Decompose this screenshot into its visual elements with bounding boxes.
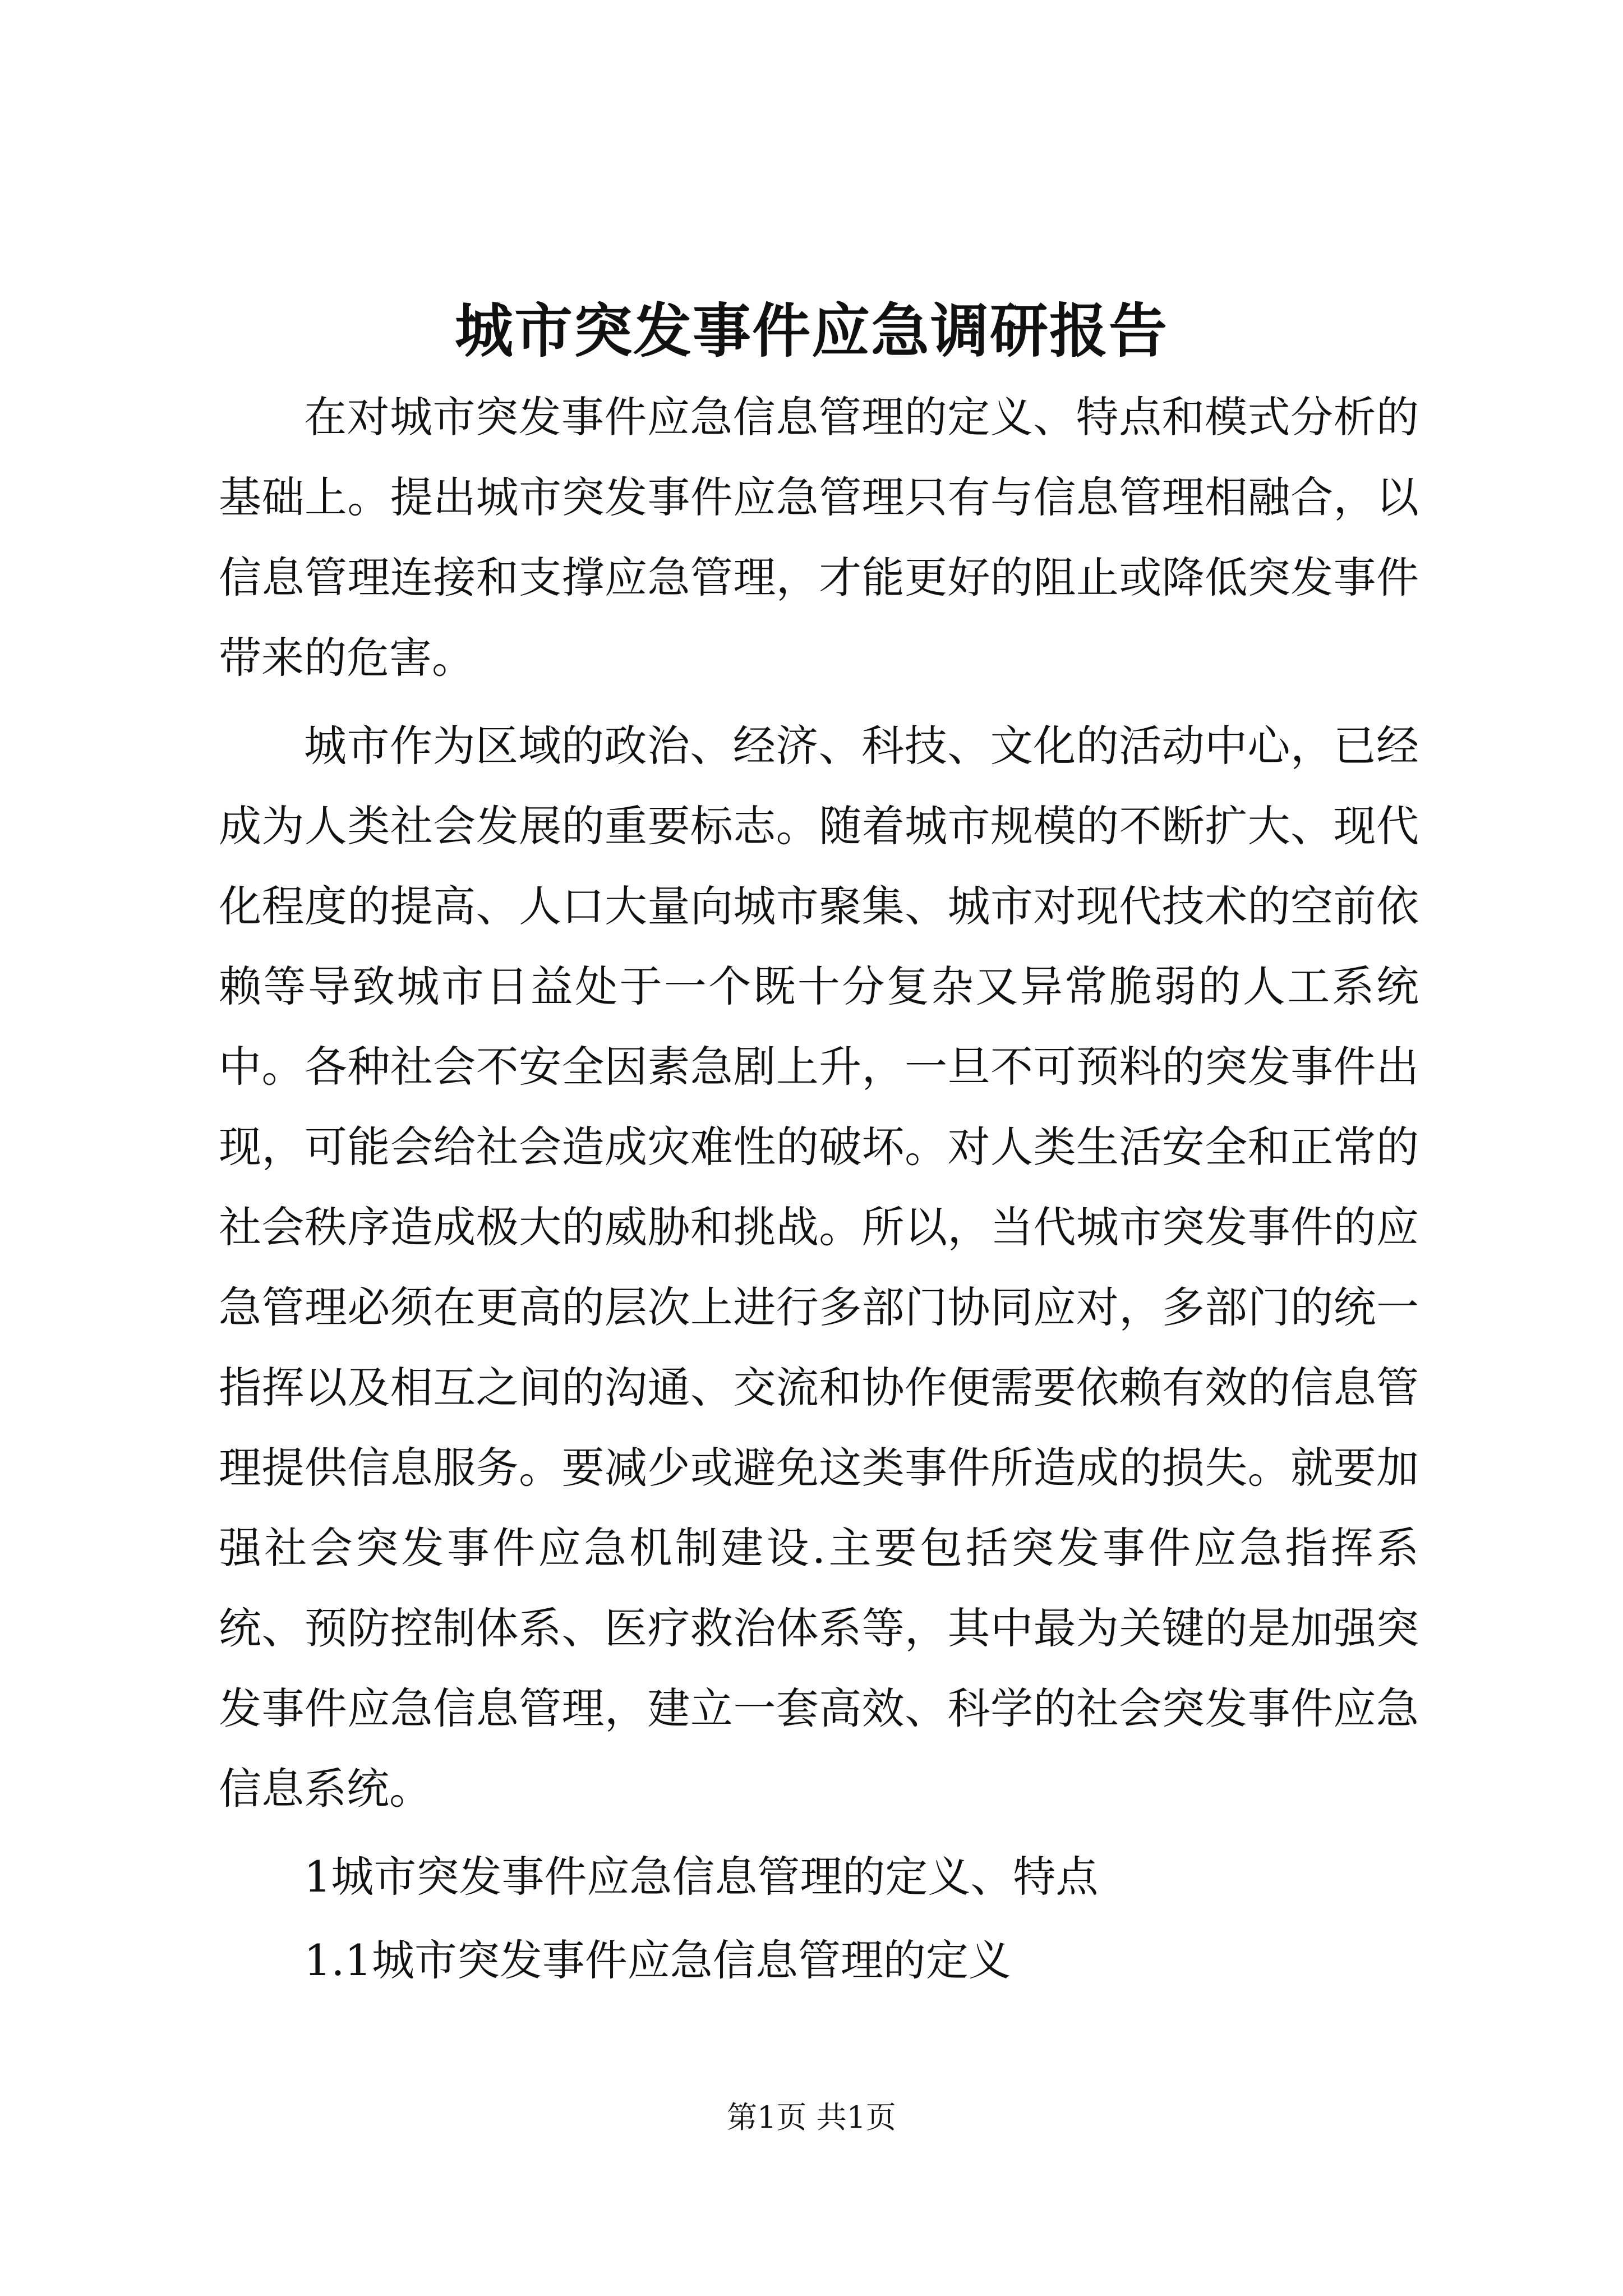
paragraph-intro: 在对城市突发事件应急信息管理的定义、特点和模式分析的基础上。提出城市突发事件应急管理只有与信息管理相融合，以信息管理连接和支撑应急管理，才能更好的阻止或降低突发事件带来的危害。 [219, 392, 1419, 683]
document-title: 城市突发事件应急调研报告 [454, 296, 1168, 365]
section-heading-1: 1城市突发事件应急信息管理的定义、特点 [304, 1852, 1099, 1902]
document-body [219, 377, 1419, 2004]
page-footer: 第1页 共1页 [727, 2100, 896, 2135]
paragraph-background: 城市作为区域的政治、经济、科技、文化的活动中心，已经成为人类社会发展的重要标志。随着城市规模的不断扩大、现代化程度的提高、人口大量向城市聚集、城市对现代技术的空前依赖等导致城市日益处于一个既十分复杂又异常脆弱的人工系统中。各种社会不安全因素急剧上升，一旦不可预料的突发事件出现，可能会给社会造成灾难性的破坏。对人类生活安全和正常的社会秩序造成极大的威胁和挑战。所以，当代城市突发事件的应急管理必须在更高的层次上进行多部门协同应对，多部门的统一指挥以及相互之间的沟通、交流和协作便需要依赖有效的信息管理提供信息服务。要减少或避免这类事件所造成的损失。就要加强社会突发事件应急机制建设.主要包括突发事件应急指挥系统、预防控制体系、医疗救治体系等，其中最为关键的是加强突发事件应急信息管理，建立一套高效、科学的社会突发事件应急信息系统。 [219, 721, 1419, 1814]
section-heading-1-1: 1.1城市突发事件应急信息管理的定义 [304, 1935, 1011, 1985]
